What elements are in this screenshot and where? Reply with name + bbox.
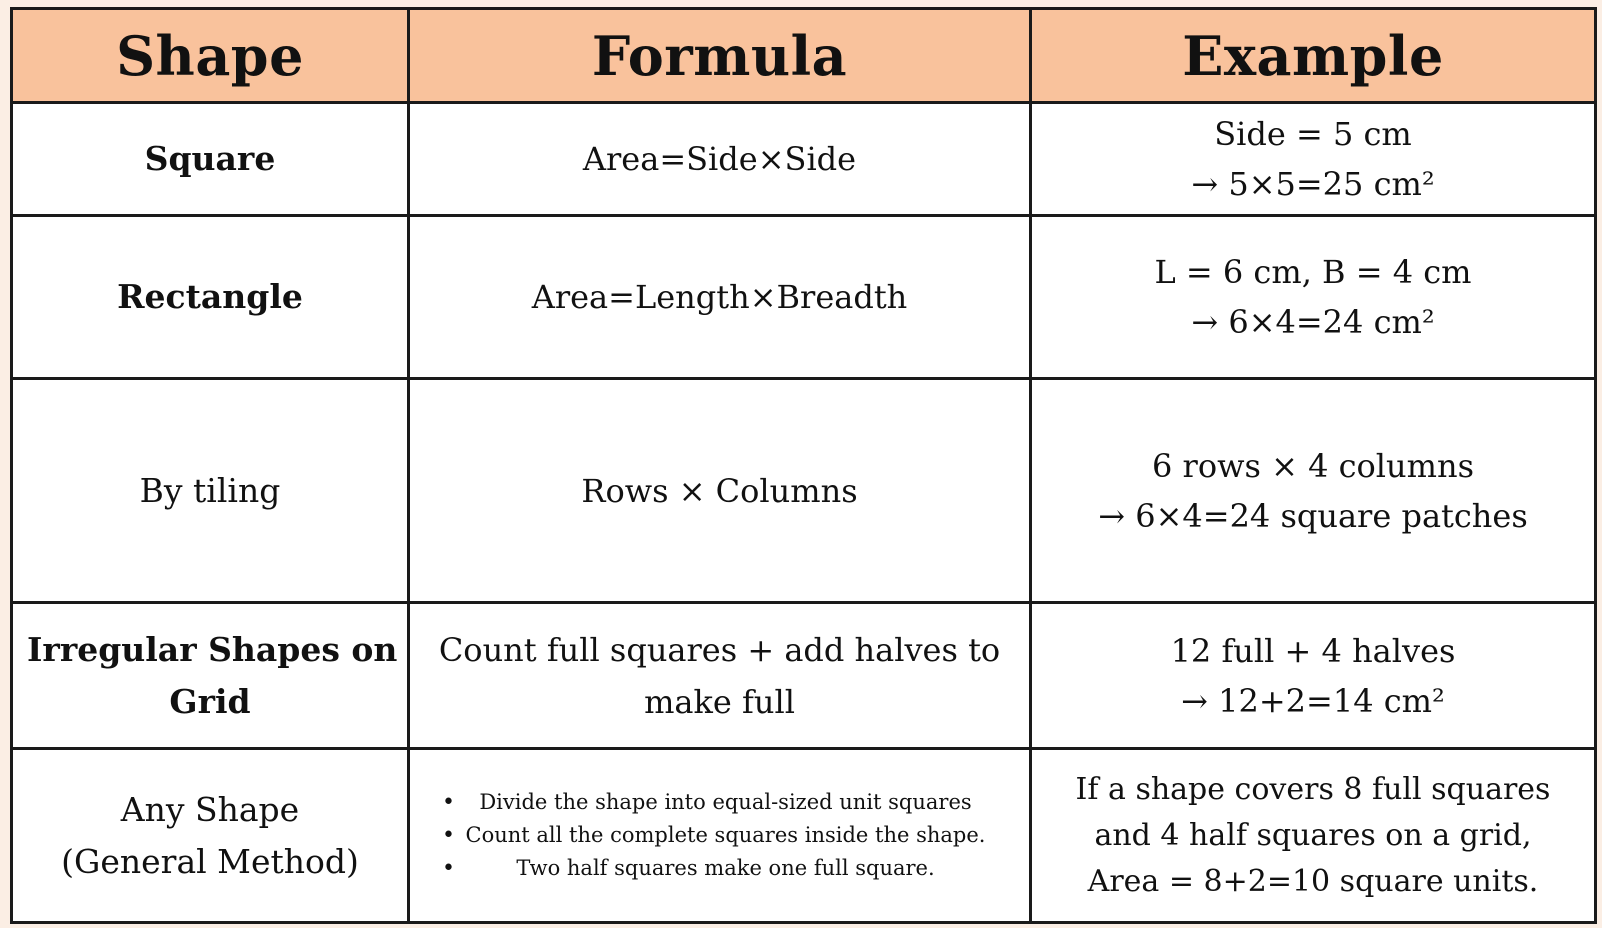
example-cell — [1031, 749, 1596, 923]
example-line: → 5×5=25 cm² — [1191, 165, 1435, 203]
example-cell — [1031, 379, 1596, 603]
example-cell — [1031, 103, 1596, 216]
example-line: and 4 half squares on a grid, — [1094, 817, 1532, 853]
example-line: If a shape covers 8 full squares — [1075, 771, 1551, 807]
example-line: Side = 5 cm — [1214, 115, 1412, 153]
formula-text: Count full squares + add halves to — [438, 630, 1001, 669]
example-line: → 6×4=24 cm² — [1191, 303, 1435, 341]
shape-name: Rectangle — [117, 277, 303, 316]
example-line: → 6×4=24 square patches — [1098, 496, 1528, 535]
formula-cell — [409, 749, 1031, 923]
formula-cell — [409, 216, 1031, 379]
method-bullet-item: • Divide the shape into equal-sized unit squares — [436, 786, 1015, 819]
example-line: → 12+2=14 cm² — [1181, 681, 1445, 720]
table-row-any-shape — [12, 749, 1596, 923]
example-cell — [1031, 216, 1596, 379]
method-bullet-list — [424, 786, 1015, 885]
shape-name: Any Shape — [120, 789, 300, 829]
formula-cell — [409, 603, 1031, 749]
shape-name: Irregular Shapes on — [27, 629, 398, 669]
formula-cell — [409, 103, 1031, 216]
table-row-irregular-shapes — [12, 603, 1596, 749]
formula-text: Area=Length×Breadth — [531, 278, 908, 316]
table-row-square — [12, 103, 1596, 216]
formula-text: make full — [644, 682, 795, 721]
shape-name: Square — [144, 139, 276, 178]
table-row-tiling — [12, 379, 1596, 603]
example-line: 6 rows × 4 columns — [1152, 446, 1474, 485]
header-shape: Shape — [12, 9, 409, 103]
formula-text: Area=Side×Side — [582, 140, 857, 178]
table-row-rectangle — [12, 216, 1596, 379]
formula-text: Rows × Columns — [581, 471, 858, 510]
area-formula-table-container — [10, 7, 1594, 921]
example-line: L = 6 cm, B = 4 cm — [1154, 253, 1472, 291]
header-example: Example — [1031, 9, 1596, 103]
shape-name: (General Method) — [61, 841, 359, 881]
table-header-row — [12, 9, 1596, 103]
formula-cell — [409, 379, 1031, 603]
area-formula-table — [10, 7, 1597, 924]
shape-name: Grid — [169, 681, 251, 721]
method-bullet-item: • Count all the complete squares inside the shape. — [436, 819, 1015, 852]
shape-cell — [12, 749, 409, 923]
shape-name: By tiling — [139, 470, 281, 510]
shape-cell — [12, 216, 409, 379]
shape-cell — [12, 603, 409, 749]
shape-cell — [12, 103, 409, 216]
method-bullet-item: • Two half squares make one full square. — [436, 852, 1015, 885]
example-line: 12 full + 4 halves — [1170, 631, 1456, 670]
example-cell — [1031, 603, 1596, 749]
shape-cell — [12, 379, 409, 603]
header-formula: Formula — [409, 9, 1031, 103]
example-line: Area = 8+2=10 square units. — [1087, 863, 1539, 899]
